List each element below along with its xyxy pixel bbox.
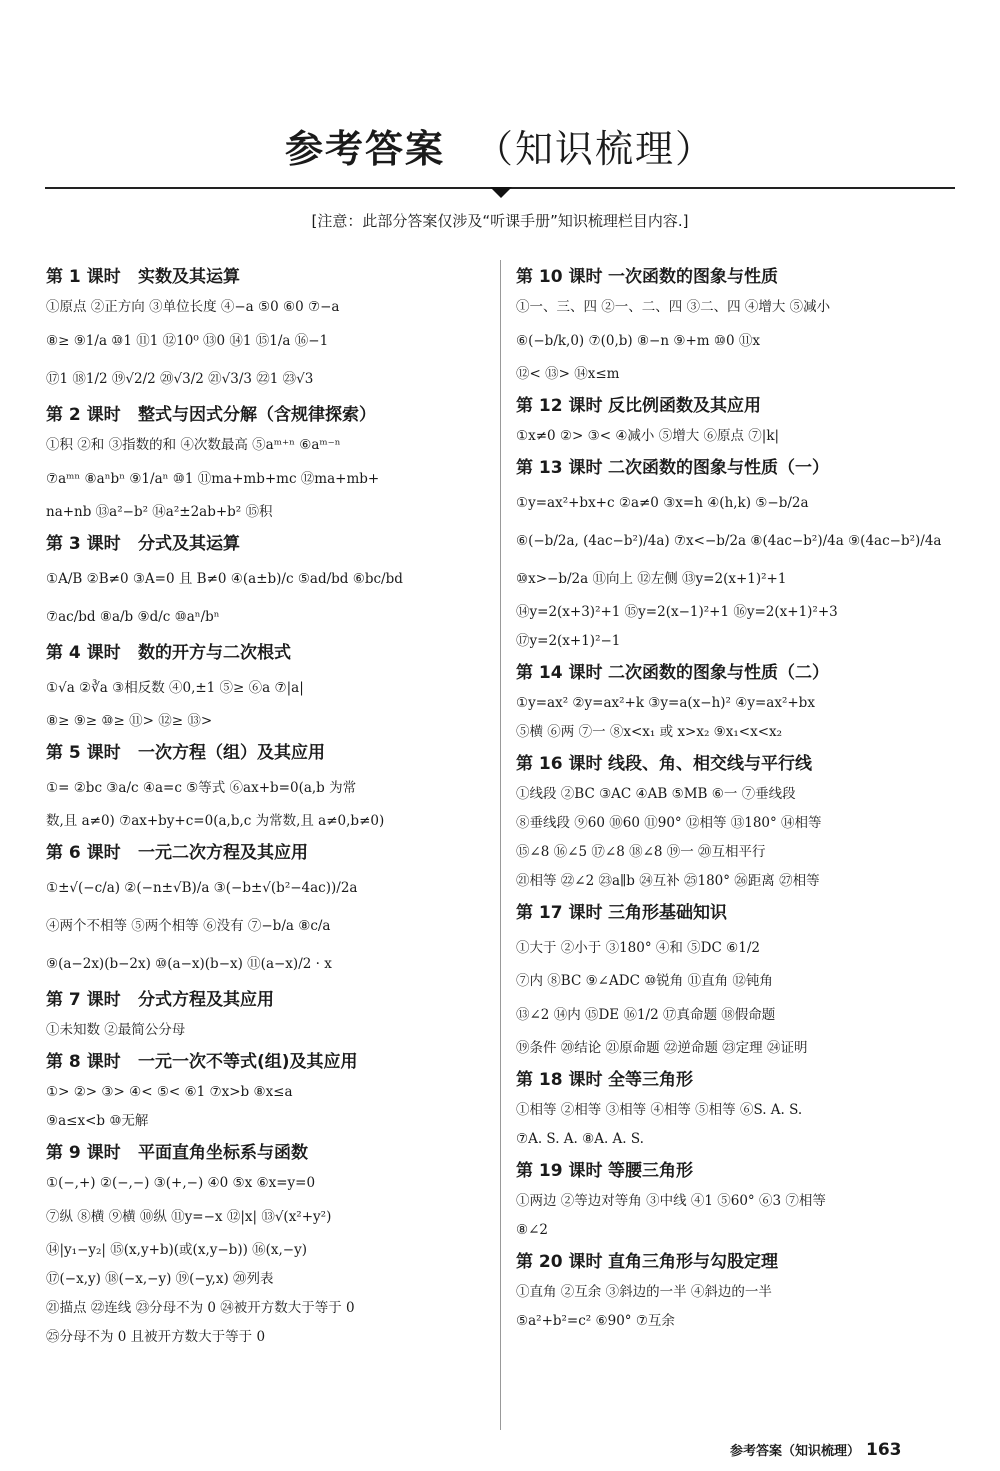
answer-line: ①相等 ②相等 ③相等 ④相等 ⑤相等 ⑥S. A. S.: [516, 1102, 803, 1118]
answer-line: ①原点 ②正方向 ③单位长度 ④−a ⑤0 ⑥0 ⑦−a: [46, 299, 340, 315]
answer-line: ⑭|y₁−y₂| ⑮(x,y+b)(或(x,y−b)) ⑯(x,−y): [46, 1242, 308, 1258]
answer-line: na+nb ⑬a²−b² ⑭a²±2ab+b² ⑮积: [46, 504, 273, 520]
lesson-number: 第 10 课时: [516, 267, 603, 287]
answer-line: ⑩x>−b/2a ⑪向上 ⑫左侧 ⑬y=2(x+1)²+1: [516, 571, 787, 587]
right-column: [516, 262, 961, 1338]
lesson-heading: [46, 1138, 486, 1169]
lesson-section: [46, 838, 486, 983]
answer-line: ⑦ac/bd ⑧a/b ⑨d/c ⑩aⁿ/bⁿ: [46, 609, 220, 625]
lesson-section: [516, 262, 961, 389]
lesson-section: [516, 1247, 961, 1336]
lesson-section: [516, 1156, 961, 1245]
lesson-section: [46, 400, 486, 527]
lesson-heading: [516, 453, 961, 484]
lesson-heading: [516, 1065, 961, 1096]
lesson-heading: [516, 391, 961, 422]
lesson-title: 一元二次方程及其应用: [138, 843, 308, 863]
lesson-heading: [46, 529, 486, 560]
lesson-section: [516, 658, 961, 747]
lesson-heading: [46, 262, 486, 293]
lesson-number: 第 2 课时: [46, 405, 121, 425]
answer-line: ⑧垂线段 ⑨60 ⑩60 ⑪90° ⑫相等 ⑬180° ⑭相等: [516, 815, 822, 831]
lesson-section: [46, 738, 486, 836]
lesson-section: [46, 262, 486, 398]
answer-line: ①= ②bc ③a/c ④a=c ⑤等式 ⑥ax+b=0(a,b 为常: [46, 780, 357, 796]
lesson-title: 反比例函数及其应用: [608, 396, 761, 416]
lesson-number: 第 16 课时: [516, 754, 603, 774]
lesson-section: [516, 391, 961, 451]
answer-line: ①±√(−c/a) ②(−n±√B)/a ③(−b±√(b²−4ac))/2a: [46, 880, 358, 896]
title-sub: （知识梳理）: [475, 127, 716, 171]
answer-line: ⑰y=2(x+1)²−1: [516, 633, 621, 649]
lesson-title: 全等三角形: [608, 1070, 693, 1090]
lesson-heading: [46, 400, 486, 431]
lesson-section: [516, 898, 961, 1063]
answer-line: ⑨(a−2x)(b−2x) ⑩(a−x)(b−x) ⑪(a−x)/2 · x: [46, 956, 332, 972]
answer-line: ⑦纵 ⑧横 ⑨横 ⑩纵 ⑪y=−x ⑫|x| ⑬√(x²+y²): [46, 1209, 332, 1225]
answer-line: ⑫< ⑬> ⑭x≤m: [516, 366, 620, 382]
lesson-title: 分式方程及其应用: [138, 990, 274, 1010]
title-main: 参考答案: [284, 127, 445, 171]
answer-line: ⑮∠8 ⑯∠5 ⑰∠8 ⑱∠8 ⑲一 ⑳互相平行: [516, 844, 766, 860]
answer-line: ㉑相等 ㉒∠2 ㉓a∥b ㉔互补 ㉕180° ㉖距离 ㉗相等: [516, 873, 820, 889]
lesson-heading: [516, 658, 961, 689]
answer-line: ①√a ②∛a ③相反数 ④0,±1 ⑤≥ ⑥a ⑦|a|: [46, 680, 304, 696]
lesson-title: 二次函数的图象与性质（二）: [608, 663, 829, 683]
answer-line: ⑤a²+b²=c² ⑥90° ⑦互余: [516, 1313, 675, 1329]
lesson-title: 整式与因式分解（含规律探索）: [138, 405, 376, 425]
lesson-number: 第 8 课时: [46, 1052, 121, 1072]
lesson-section: [46, 1138, 486, 1352]
lesson-heading: [516, 749, 961, 780]
lesson-section: [516, 453, 961, 656]
lesson-section: [46, 529, 486, 636]
lesson-heading: [46, 638, 486, 669]
answer-line: ⑧∠2: [516, 1222, 549, 1238]
lesson-heading: [516, 262, 961, 293]
answer-line: ①直角 ②互余 ③斜边的一半 ④斜边的一半: [516, 1284, 772, 1300]
answer-line: ㉕分母不为 0 且被开方数大于等于 0: [46, 1329, 266, 1345]
answer-line: ⑨a≤x<b ⑩无解: [46, 1113, 149, 1129]
page-title: [0, 118, 1000, 173]
lesson-title: 数的开方与二次根式: [138, 643, 291, 663]
answer-line: ①A/B ②B≠0 ③A=0 且 B≠0 ④(a±b)/c ⑤ad/bd ⑥bc/bd: [46, 571, 403, 587]
lesson-section: [516, 749, 961, 896]
answer-line: ⑬∠2 ⑭内 ⑮DE ⑯1/2 ⑰真命题 ⑱假命题: [516, 1007, 776, 1023]
answer-line: 数,且 a≠0) ⑦ax+by+c=0(a,b,c 为常数,且 a≠0,b≠0): [46, 813, 385, 829]
lesson-title: 一次函数的图象与性质: [608, 267, 778, 287]
page-footer: [730, 1440, 902, 1460]
answer-line: ⑧≥ ⑨1/a ⑩1 ⑪1 ⑫10⁰ ⑬0 ⑭1 ⑮1/a ⑯−1: [46, 333, 329, 349]
answer-line: ⑥(−b/2a, (4ac−b²)/4a) ⑦x<−b/2a ⑧(4ac−b²)/4a ⑨(4ac−b²)/4a: [516, 533, 942, 549]
answer-line: ①大于 ②小于 ③180° ④和 ⑤DC ⑥1/2: [516, 940, 760, 956]
lesson-number: 第 5 课时: [46, 743, 121, 763]
lesson-title: 一次方程（组）及其应用: [138, 743, 325, 763]
lesson-heading: [516, 1156, 961, 1187]
lesson-title: 平面直角坐标系与函数: [138, 1143, 308, 1163]
lesson-number: 第 3 课时: [46, 534, 121, 554]
answer-line: ④两个不相等 ⑤两个相等 ⑥没有 ⑦−b/a ⑧c/a: [46, 918, 331, 934]
answer-line: ⑲条件 ⑳结论 ㉑原命题 ㉒逆命题 ㉓定理 ㉔证明: [516, 1040, 808, 1056]
answer-line: ①y=ax²+bx+c ②a≠0 ③x=h ④(h,k) ⑤−b/2a: [516, 495, 809, 511]
answer-line: ①(−,+) ②(−,−) ③(+,−) ④0 ⑤x ⑥x=y=0: [46, 1175, 316, 1191]
answer-line: ⑤横 ⑥两 ⑦一 ⑧x<x₁ 或 x>x₂ ⑨x₁<x<x₂: [516, 724, 783, 740]
lesson-heading: [46, 985, 486, 1016]
answer-line: ⑰1 ⑱1/2 ⑲√2/2 ⑳√3/2 ㉑√3/3 ㉒1 ㉓√3: [46, 371, 314, 387]
lesson-heading: [46, 838, 486, 869]
answer-line: ⑧≥ ⑨≥ ⑩≥ ⑪> ⑫≥ ⑬>: [46, 713, 213, 729]
left-column: [46, 262, 486, 1354]
answer-line: ㉑描点 ㉒连线 ㉓分母不为 0 ㉔被开方数大于等于 0: [46, 1300, 355, 1316]
lesson-number: 第 1 课时: [46, 267, 121, 287]
lesson-heading: [516, 898, 961, 929]
lesson-heading: [46, 1047, 486, 1078]
answer-line: ⑰(−x,y) ⑱(−x,−y) ⑲(−y,x) ⑳列表: [46, 1271, 274, 1287]
answer-line: ⑥(−b/k,0) ⑦(0,b) ⑧−n ⑨+m ⑩0 ⑪x: [516, 333, 760, 349]
answer-line: ⑦aᵐⁿ ⑧aⁿbⁿ ⑨1/aⁿ ⑩1 ⑪ma+mb+mc ⑫ma+mb+: [46, 471, 380, 487]
lesson-number: 第 19 课时: [516, 1161, 603, 1181]
column-divider: [500, 260, 501, 1430]
lesson-title: 一元一次不等式(组)及其应用: [138, 1052, 358, 1072]
answer-line: ①> ②> ③> ④< ⑤< ⑥1 ⑦x>b ⑧x≤a: [46, 1084, 293, 1100]
lesson-number: 第 4 课时: [46, 643, 121, 663]
lesson-section: [516, 1065, 961, 1154]
lesson-number: 第 17 课时: [516, 903, 603, 923]
lesson-number: 第 12 课时: [516, 396, 603, 416]
lesson-title: 三角形基础知识: [608, 903, 727, 923]
lesson-title: 直角三角形与勾股定理: [608, 1252, 778, 1272]
answer-line: ⑦内 ⑧BC ⑨∠ADC ⑩锐角 ⑪直角 ⑫钝角: [516, 973, 773, 989]
answer-line: ①x≠0 ②> ③< ④减小 ⑤增大 ⑥原点 ⑦|k|: [516, 428, 780, 444]
answer-line: ①未知数 ②最简公分母: [46, 1022, 186, 1038]
lesson-section: [46, 985, 486, 1045]
lesson-title: 分式及其运算: [138, 534, 240, 554]
answer-line: ⑭y=2(x+3)²+1 ⑮y=2(x−1)²+1 ⑯y=2(x+1)²+3: [516, 604, 838, 620]
lesson-heading: [516, 1247, 961, 1278]
lesson-title: 二次函数的图象与性质（一）: [608, 458, 829, 478]
lesson-number: 第 7 课时: [46, 990, 121, 1010]
lesson-number: 第 20 课时: [516, 1252, 603, 1272]
lesson-number: 第 14 课时: [516, 663, 603, 683]
lesson-number: 第 9 课时: [46, 1143, 121, 1163]
answer-line: ①y=ax² ②y=ax²+k ③y=a(x−h)² ④y=ax²+bx: [516, 695, 815, 711]
footer-label: 参考答案（知识梳理）: [730, 1444, 861, 1459]
lesson-number: 第 6 课时: [46, 843, 121, 863]
lesson-section: [46, 1047, 486, 1136]
answer-line: ①积 ②和 ③指数的和 ④次数最高 ⑤aᵐ⁺ⁿ ⑥aᵐ⁻ⁿ: [46, 437, 341, 453]
lesson-number: 第 13 课时: [516, 458, 603, 478]
note-text: [注意：此部分答案仅涉及“听课手册”知识梳理栏目内容.]: [311, 212, 689, 230]
answer-line: ①一、三、四 ②一、二、四 ③二、四 ④增大 ⑤减小: [516, 299, 831, 315]
answer-line: ①两边 ②等边对等角 ③中线 ④1 ⑤60° ⑥3 ⑦相等: [516, 1193, 826, 1209]
triangle-marker-icon: [490, 187, 512, 198]
lesson-title: 实数及其运算: [138, 267, 240, 287]
lesson-section: [46, 638, 486, 736]
answer-line: ⑦A. S. A. ⑧A. A. S.: [516, 1131, 644, 1147]
page-number: 163: [866, 1440, 902, 1460]
lesson-title: 等腰三角形: [608, 1161, 693, 1181]
answer-line: ①线段 ②BC ③AC ④AB ⑤MB ⑥一 ⑦垂线段: [516, 786, 796, 802]
lesson-heading: [46, 738, 486, 769]
lesson-number: 第 18 课时: [516, 1070, 603, 1090]
lesson-title: 线段、角、相交线与平行线: [608, 754, 812, 774]
